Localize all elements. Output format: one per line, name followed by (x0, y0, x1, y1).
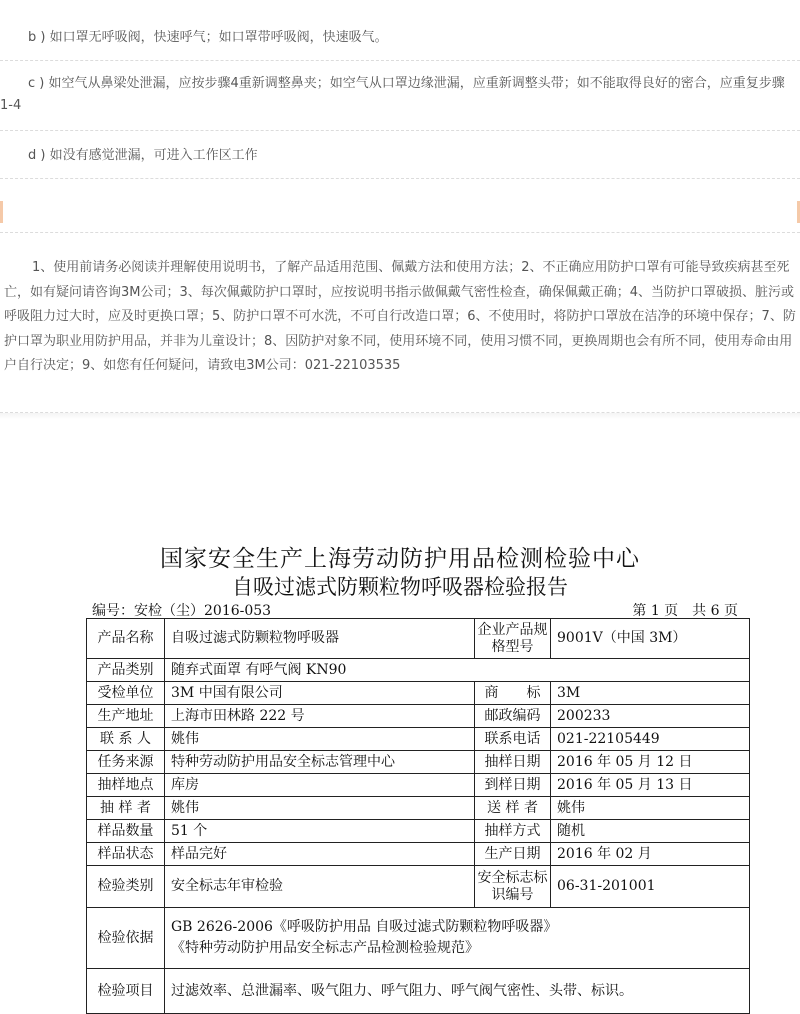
left-accent-mark (0, 201, 3, 223)
field-label: 检验项目 (87, 969, 165, 1014)
field-value: 2016 年 05 月 13 日 (551, 774, 750, 797)
field-label: 样品状态 (87, 843, 165, 866)
field-value: 200233 (551, 705, 750, 728)
field-label: 任务来源 (87, 751, 165, 774)
field-label: 抽样方式 (475, 820, 551, 843)
field-label: 到样日期 (475, 774, 551, 797)
field-label: 送 样 者 (475, 797, 551, 820)
field-value: 样品完好 (165, 843, 475, 866)
table-row (87, 751, 750, 774)
field-label: 联 系 人 (87, 728, 165, 751)
divider (0, 232, 800, 233)
step-b-text: b ) 如口罩无呼吸阀，快速呼气；如口罩带呼吸阀，快速吸气。 (28, 30, 388, 45)
field-value: 3M (551, 682, 750, 705)
basis-line: 《特种劳动防护用品安全标志产品检测检验规范》 (171, 940, 479, 956)
table-row (87, 705, 750, 728)
table-row (87, 619, 750, 659)
step-c-text: c ) 如空气从鼻梁处泄漏，应按步骤4重新调整鼻夹；如空气从口罩边缘泄漏，应重新调整头带；如不能取得良好的密合，应重复步骤1-4 (0, 76, 785, 113)
inspection-report (0, 532, 800, 1000)
divider (0, 178, 800, 179)
field-value: 库房 (165, 774, 475, 797)
field-label: 联系电话 (475, 728, 551, 751)
table-row (87, 774, 750, 797)
step-b (0, 27, 800, 49)
field-value: 姚伟 (165, 797, 475, 820)
field-label: 生产地址 (87, 705, 165, 728)
report-table (86, 618, 750, 1014)
report-number: 编号：安检（尘）2016-053 (92, 603, 272, 619)
table-row (87, 820, 750, 843)
table-row (87, 728, 750, 751)
field-label: 商 标 (475, 682, 551, 705)
field-value: 姚伟 (551, 797, 750, 820)
field-value: 过滤效率、总泄漏率、吸气阻力、呼气阻力、呼气阀气密性、头带、标识。 (165, 969, 750, 1014)
field-label: 检验依据 (87, 908, 165, 969)
field-value: 随机 (551, 820, 750, 843)
section-shadow (0, 413, 800, 419)
field-value: 021-22105449 (551, 728, 750, 751)
table-row (87, 797, 750, 820)
field-label: 产品名称 (87, 619, 165, 659)
divider (0, 130, 800, 131)
field-label: 样品数量 (87, 820, 165, 843)
field-label: 受检单位 (87, 682, 165, 705)
step-d-text: d ) 如没有感觉泄漏，可进入工作区工作 (28, 148, 258, 163)
report-title: 国家安全生产上海劳动防护用品检测检验中心 (160, 546, 640, 572)
table-row (87, 908, 750, 969)
field-label: 安全标志标识编号 (475, 866, 551, 908)
table-row (87, 969, 750, 1014)
field-label: 抽样日期 (475, 751, 551, 774)
field-value: 2016 年 05 月 12 日 (551, 751, 750, 774)
field-value: 06-31-201001 (551, 866, 750, 908)
table-row (87, 682, 750, 705)
field-value: 51 个 (165, 820, 475, 843)
usage-notice (0, 256, 800, 379)
field-value: 随弃式面罩 有呼气阀 KN90 (165, 659, 750, 682)
divider (0, 60, 800, 61)
field-label: 产品类别 (87, 659, 165, 682)
field-value: 2016 年 02 月 (551, 843, 750, 866)
field-label: 检验类别 (87, 866, 165, 908)
table-row (87, 843, 750, 866)
field-value: 姚伟 (165, 728, 475, 751)
table-row (87, 659, 750, 682)
report-subtitle: 自吸过滤式防颗粒物呼吸器检验报告 (232, 575, 568, 599)
field-label: 生产日期 (475, 843, 551, 866)
usage-notice-text: 1、使用前请务必阅读并理解使用说明书，了解产品适用范围、佩戴方法和使用方法；2、不正确应用防护口罩有可能导致疾病甚至死亡，如有疑问请咨询3M公司；3、每次佩戴防护口罩时，应按说明书指示做佩戴气密性检查，确保佩戴正确；4、当防护口罩破损、脏污或呼吸阻力过大时，应及时更换口罩；5、防护口罩不可水洗，不可自行改造口罩；6、不使用时，将防护口罩放在洁净的环境中保存；7、防护口罩为职业用防护用品，并非为儿童设计；8、因防护对象不同，使用环境不同，使用习惯不同，更换周期也会有所不同，使用寿命由用户自行决定；9、如您有任何疑问，请致电3M公司：021-22103535 (4, 260, 796, 373)
field-label: 企业产品规格型号 (475, 619, 551, 659)
field-value: 3M 中国有限公司 (165, 682, 475, 705)
field-value: 自吸过滤式防颗粒物呼吸器 (165, 619, 475, 659)
step-d (0, 145, 800, 167)
field-value: 安全标志年审检验 (165, 866, 475, 908)
field-value (165, 908, 750, 969)
field-label: 抽 样 者 (87, 797, 165, 820)
field-value: 9001V（中国 3M） (551, 619, 750, 659)
report-page-number: 第 1 页 共 6 页 (632, 603, 738, 619)
step-c (0, 73, 800, 117)
field-value: 上海市田林路 222 号 (165, 705, 475, 728)
basis-line: GB 2626-2006《呼吸防护用品 自吸过滤式防颗粒物呼吸器》 (171, 919, 558, 935)
field-value: 特种劳动防护用品安全标志管理中心 (165, 751, 475, 774)
table-row (87, 866, 750, 908)
field-label: 邮政编码 (475, 705, 551, 728)
field-label: 抽样地点 (87, 774, 165, 797)
